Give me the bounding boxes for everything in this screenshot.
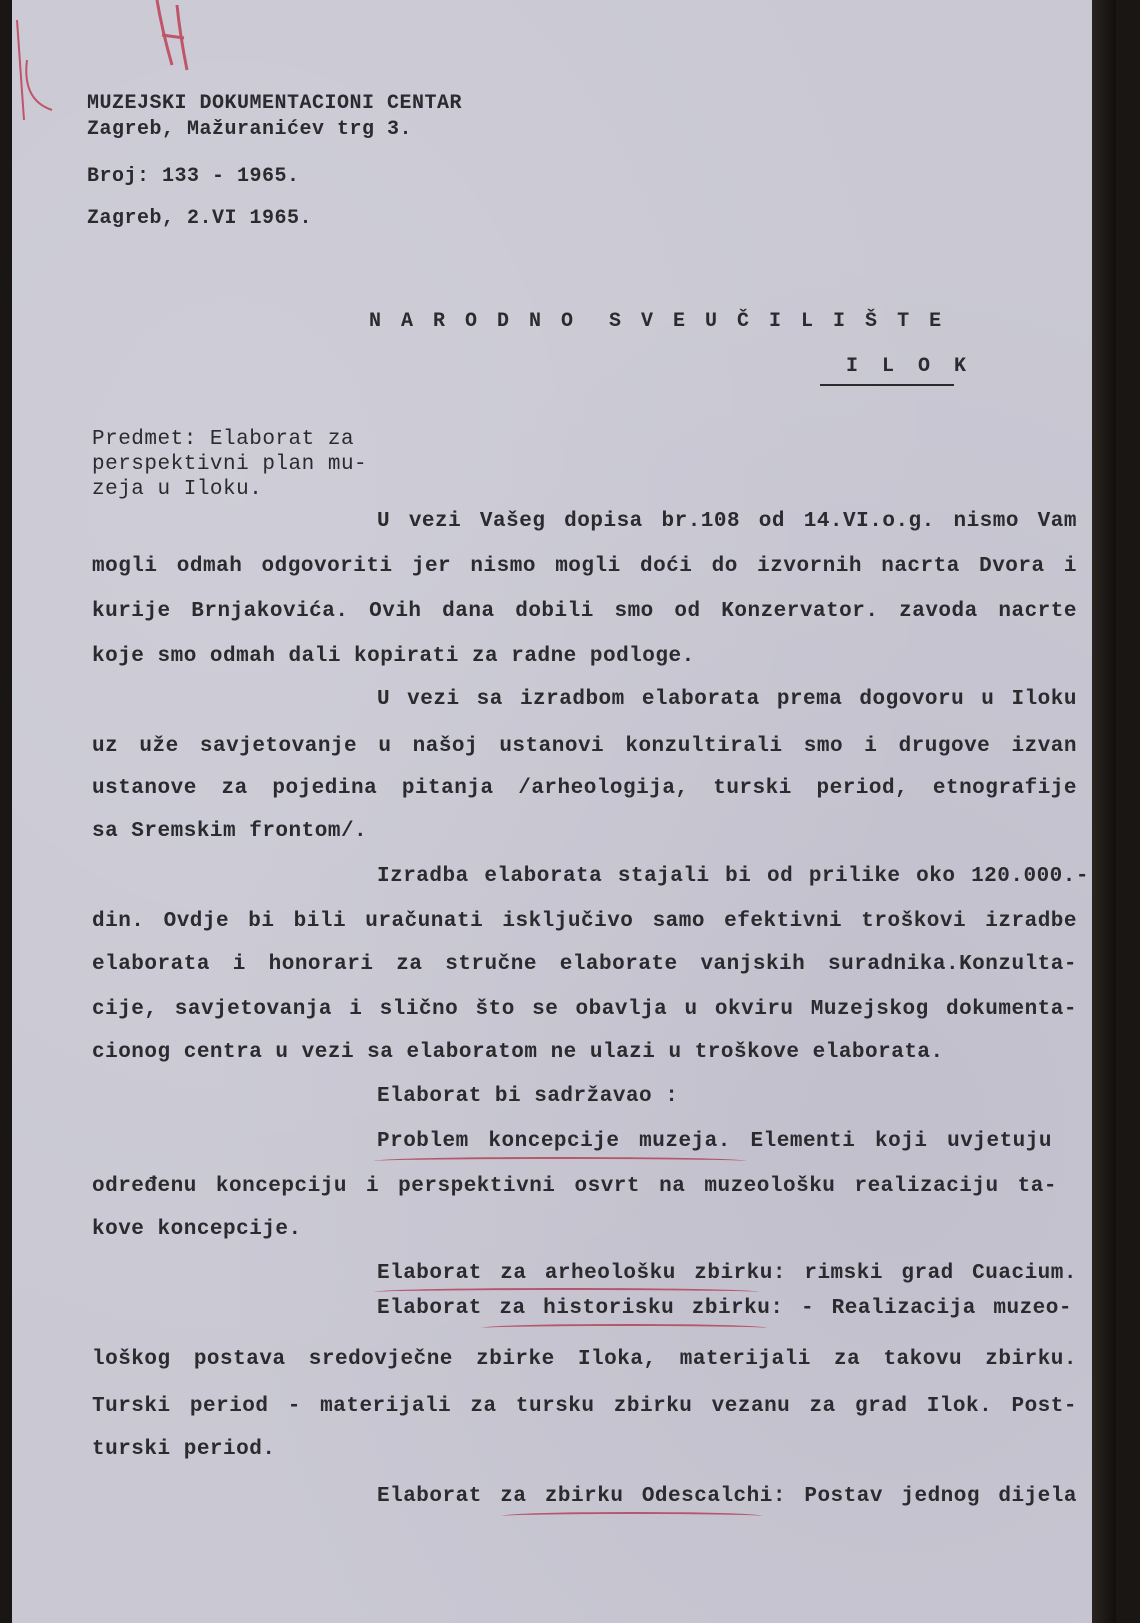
body-p3-line: cije, savjetovanja i slično što se obavlja u okviru Muzejskog dokumenta- <box>92 998 1077 1021</box>
subject-line-3: zeja u Iloku. <box>92 478 263 501</box>
body-p6-line: Elaborat za arheološku zbirku: rimski grad Cuacium. <box>377 1262 1077 1285</box>
body-p2-line: ustanove za pojedina pitanja /arheologija, turski period, etnografije <box>92 777 1077 800</box>
document-page <box>12 0 1116 1623</box>
reference-number: Broj: 133 - 1965. <box>87 165 300 188</box>
recipient-city: I L O K <box>846 355 973 378</box>
pencil-underline <box>502 1512 762 1520</box>
pencil-underline <box>374 1288 759 1296</box>
recipient-name: N A R O D N O S V E U Č I L I Š T E <box>369 310 946 333</box>
body-p5-line: određenu koncepciju i perspektivni osvrt na muzeološku realizaciju ta- <box>92 1175 1057 1198</box>
pencil-underline <box>482 1324 767 1332</box>
scan-edge <box>1092 0 1116 1623</box>
body-p7-line: Elaborat za historisku zbirku: - Realizacija muzeo- <box>377 1297 1072 1320</box>
body-p1-line: koje smo odmah dali kopirati za radne podloge. <box>92 645 695 668</box>
body-p3-line: Izradba elaborata stajali bi od prilike oko 120.000.- <box>377 865 1089 888</box>
body-p8-line: Elaborat za zbirku Odescalchi: Postav jednog dijela <box>377 1485 1077 1508</box>
body-p2-line: sa Sremskim frontom/. <box>92 820 368 843</box>
body-p1-line: mogli odmah odgovoriti jer nismo mogli doći do izvornih nacrta Dvora i <box>92 555 1077 578</box>
subject-line-1: Predmet: Elaborat za <box>92 428 355 451</box>
pencil-underline <box>374 1157 746 1165</box>
body-p7-line: Turski period - materijali za tursku zbirku vezanu za grad Ilok. Post- <box>92 1395 1077 1418</box>
body-p1-line: U vezi Vašeg dopisa br.108 od 14.VI.o.g. nismo Vam <box>377 510 1077 533</box>
place-date: Zagreb, 2.VI 1965. <box>87 207 313 230</box>
body-p1-line: kurije Brnjakovića. Ovih dana dobili smo od Konzervator. zavoda nacrte <box>92 600 1077 623</box>
sender-org: MUZEJSKI DOKUMENTACIONI CENTAR <box>87 92 463 115</box>
body-p2-line: uz uže savjetovanje u našoj ustanovi konzultirali smo i drugove izvan <box>92 735 1077 758</box>
body-p5-line: Problem koncepcije muzeja. Elementi koji uvjetuju <box>377 1130 1052 1153</box>
body-p4-line: Elaborat bi sadržavao : <box>377 1085 679 1108</box>
subject-line-2: perspektivni plan mu- <box>92 453 368 476</box>
body-p3-line: cionog centra u vezi sa elaboratom ne ulazi u troškove elaborata. <box>92 1041 944 1064</box>
body-p3-line: elaborata i honorari za stručne elaborate vanjskih suradnika.Konzulta- <box>92 953 1077 976</box>
body-p7-line: loškog postava sredovječne zbirke Iloka, materijali za takovu zbirku. <box>92 1348 1077 1371</box>
body-p3-line: din. Ovdje bi bili uračunati isključivo samo efektivni troškovi izradbe <box>92 910 1077 933</box>
body-p7-line: turski period. <box>92 1438 276 1461</box>
body-p5-line: kove koncepcije. <box>92 1218 302 1241</box>
sender-address: Zagreb, Mažuranićev trg 3. <box>87 118 413 141</box>
body-p2-line: U vezi sa izradbom elaborata prema dogovoru u Iloku <box>377 688 1077 711</box>
recipient-underline <box>820 384 954 386</box>
